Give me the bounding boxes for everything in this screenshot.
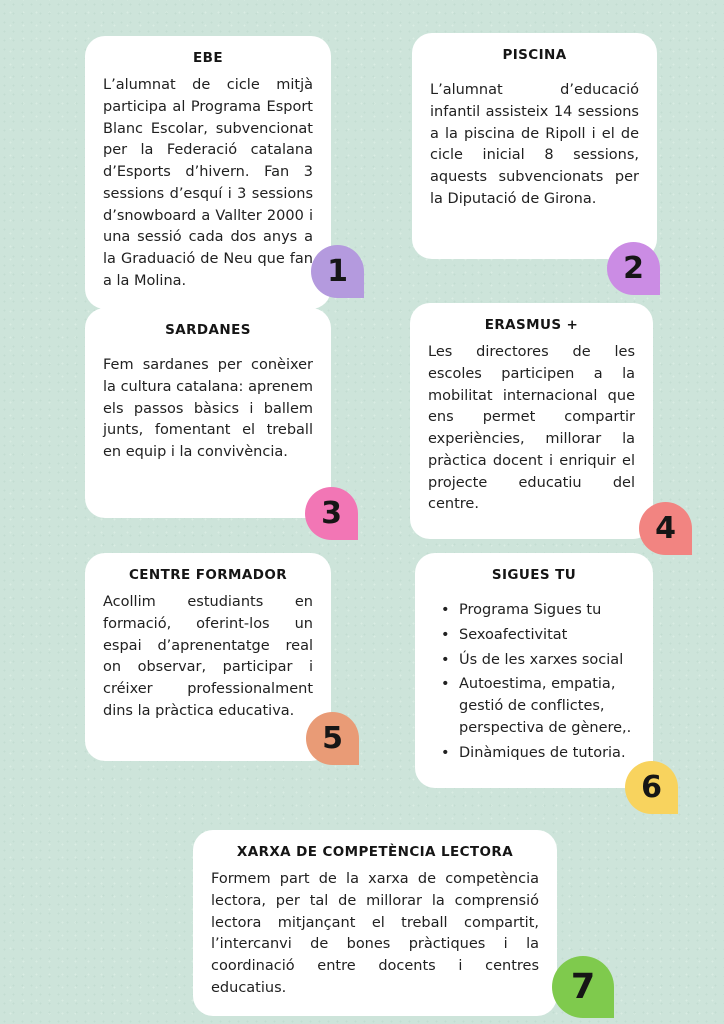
bullet-item: • Dinàmiques de tutoria. [441,743,635,765]
badge-5: 5 [306,712,359,765]
bullet-item: • Ús de les xarxes social [441,650,635,672]
card-erasmus [410,303,653,539]
card-ebe-title: EBE [193,50,223,66]
card-erasmus-body: Les directores de les escoles participen a la mobilitat internacional que ens permet compartir experiències, millorar la pràctica docent i enriquir el projecte educatiu del centre. [428,344,635,513]
card-piscina-title: PISCINA [502,47,567,63]
card-sardanes [85,308,331,518]
card-sigues-tu-title: SIGUES TU [491,567,577,583]
card-xarxa-body: Formem part de la xarxa de competència lectora, per tal de millorar la comprensió lectora mitjançant el treball compartit, l’intercanvi de bones pràctiques i la coordinació entre docents i centres educatius. [211,871,539,996]
badge-1: 1 [311,245,364,298]
card-piscina [412,33,657,259]
card-xarxa-title: XARXA DE COMPETÈNCIA LECTORA [236,844,514,860]
card-ebe [85,36,331,309]
bullet-item: • Sexoafectivitat [441,625,635,647]
card-erasmus-title: ERASMUS + [484,317,579,333]
badge-4: 4 [639,502,692,555]
card-centre-formador-body: Acollim estudiants en formació, oferint-los un espai d’aprenentatge real on observar, participar i créixer professionalment dins la pràctica educativa. [103,594,313,719]
bullet-item: • Programa Sigues tu [441,600,635,622]
card-centre-formador [85,553,331,761]
badge-2: 2 [607,242,660,295]
badge-3: 3 [305,487,358,540]
card-sardanes-body: Fem sardanes per conèixer la cultura catalana: aprenem els passos bàsics i ballem junts, fomentant el treball en equip i la convivència. [103,357,313,460]
sigues-tu-bullet-list [433,600,635,764]
bullet-item: • Autoestima, empatia, gestió de conflictes, perspectiva de gènere,. [441,674,635,739]
card-xarxa [193,830,557,1016]
card-ebe-body: L’alumnat de cicle mitjà participa al Programa Esport Blanc Escolar, subvencionat per la Federació catalana d’Esports d’hivern. Fan 3 sessions d’esquí i 3 sessions d’snowboard a Vallter 2000 i una sessió cada dos anys a la Graduació de Neu que fan a la Molina. [103,77,313,289]
card-piscina-body: L’alumnat d’educació infantil assisteix 14 sessions a la piscina de Ripoll i el de cicle inicial 8 sessions, aquests subvencionats per la Diputació de Girona. [430,82,639,207]
card-sigues-tu [415,553,653,788]
card-centre-formador-title: CENTRE FORMADOR [128,567,287,583]
badge-7: 7 [552,956,614,1018]
badge-6: 6 [625,761,678,814]
card-sardanes-title: SARDANES [165,322,251,338]
